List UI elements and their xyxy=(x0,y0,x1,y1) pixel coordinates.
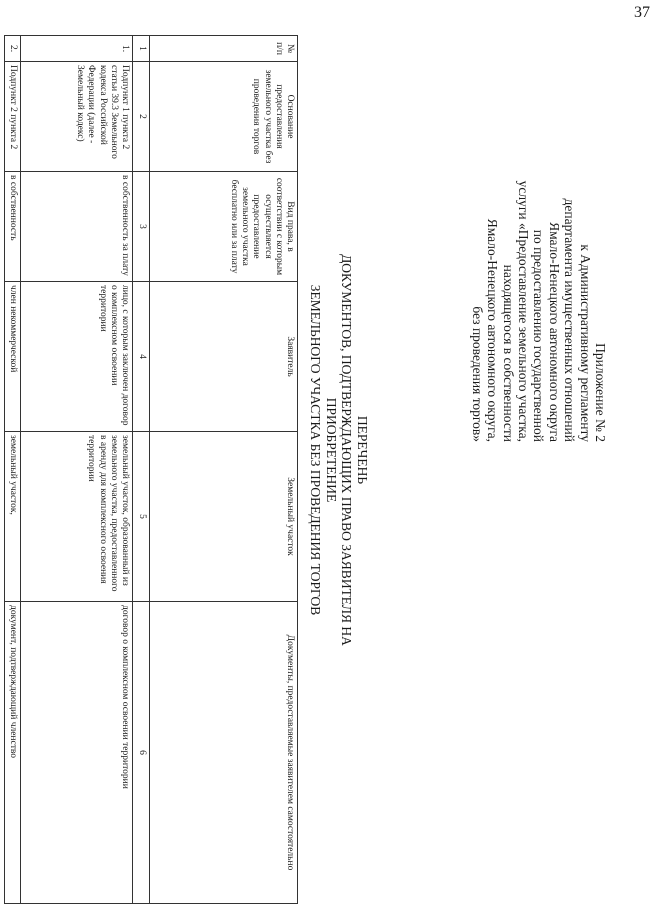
annex-line: к Административному регламенту xyxy=(577,244,593,442)
column-header: Документы, предоставляемые заявителем самостоятельно xyxy=(150,602,298,904)
basis-cell: Подпункт 2 пункта 2 xyxy=(4,62,20,172)
basis-cell: Подпункт 1 пункта 2 статьи 39.3 Земельного кодекса Российской Федерации (далее - Земельный кодекс) xyxy=(21,62,133,172)
column-header: Основание предоставления земельного участка без проведения торгов xyxy=(150,62,298,172)
heading-line: ЗЕМЕЛЬНОГО УЧАСТКА БЕЗ ПРОВЕДЕНИЯ ТОРГОВ xyxy=(308,284,324,616)
annex-line: департамента имущественных отношений xyxy=(562,198,578,442)
applicant-cell: лицо, с которым заключен договор о комплексном освоении территории xyxy=(21,282,133,432)
documents-table xyxy=(4,35,298,904)
parcel-cell: земельный участок, xyxy=(4,432,20,602)
page-number: 37 xyxy=(634,4,650,21)
applicant-cell: член некоммерческой xyxy=(4,282,20,432)
annex-block xyxy=(469,42,608,442)
column-number-row xyxy=(133,36,150,904)
column-number: 3 xyxy=(133,172,150,282)
annex-line: Ямало-Ненецкого автономного округа, xyxy=(485,218,501,442)
column-header: Заявитель xyxy=(150,282,298,432)
parcel-cell: земельный участок, образованный из земельного участка, предоставленного в аренду для комплексного освоения территории xyxy=(21,432,133,602)
document-heading xyxy=(308,215,370,685)
annex-line: находящегося в собственности xyxy=(500,264,516,442)
table-row xyxy=(4,36,20,904)
annex-line: Ямало-Ненецкого автономного округа xyxy=(546,222,562,442)
documents-cell: договор о комплексном освоении территории xyxy=(21,602,133,904)
row-number: 1. xyxy=(21,36,133,62)
annex-title: Приложение № 2 xyxy=(593,343,608,442)
annex-line: по предоставлению государственной xyxy=(531,229,547,442)
row-number: 2. xyxy=(4,36,20,62)
documents-cell: документ, подтверждающий членство xyxy=(4,602,20,904)
column-number: 1 xyxy=(133,36,150,62)
column-number: 4 xyxy=(133,282,150,432)
column-header: № п/п xyxy=(150,36,298,62)
column-number: 2 xyxy=(133,62,150,172)
column-number: 6 xyxy=(133,602,150,904)
annex-line: услуги «Предоставление земельного участка, xyxy=(515,180,531,442)
table-row xyxy=(21,36,133,904)
heading-line: ДОКУМЕНТОВ, ПОДТВЕРЖДАЮЩИХ ПРАВО ЗАЯВИТЕЛЯ НА ПРИОБРЕТЕНИЕ xyxy=(323,254,355,646)
annex-line: без проведения торгов» xyxy=(469,306,485,442)
column-header: Земельный участок xyxy=(150,432,298,602)
heading-title: ПЕРЕЧЕНЬ xyxy=(355,415,370,485)
right-cell: в собственность за плату xyxy=(21,172,133,282)
right-cell: в собственность xyxy=(4,172,20,282)
column-number: 5 xyxy=(133,432,150,602)
table-header-row xyxy=(150,36,298,904)
column-header: Вид права, в соответствии с которым осуществляется предоставление земельного участка бесплатно или за плату xyxy=(150,172,298,282)
